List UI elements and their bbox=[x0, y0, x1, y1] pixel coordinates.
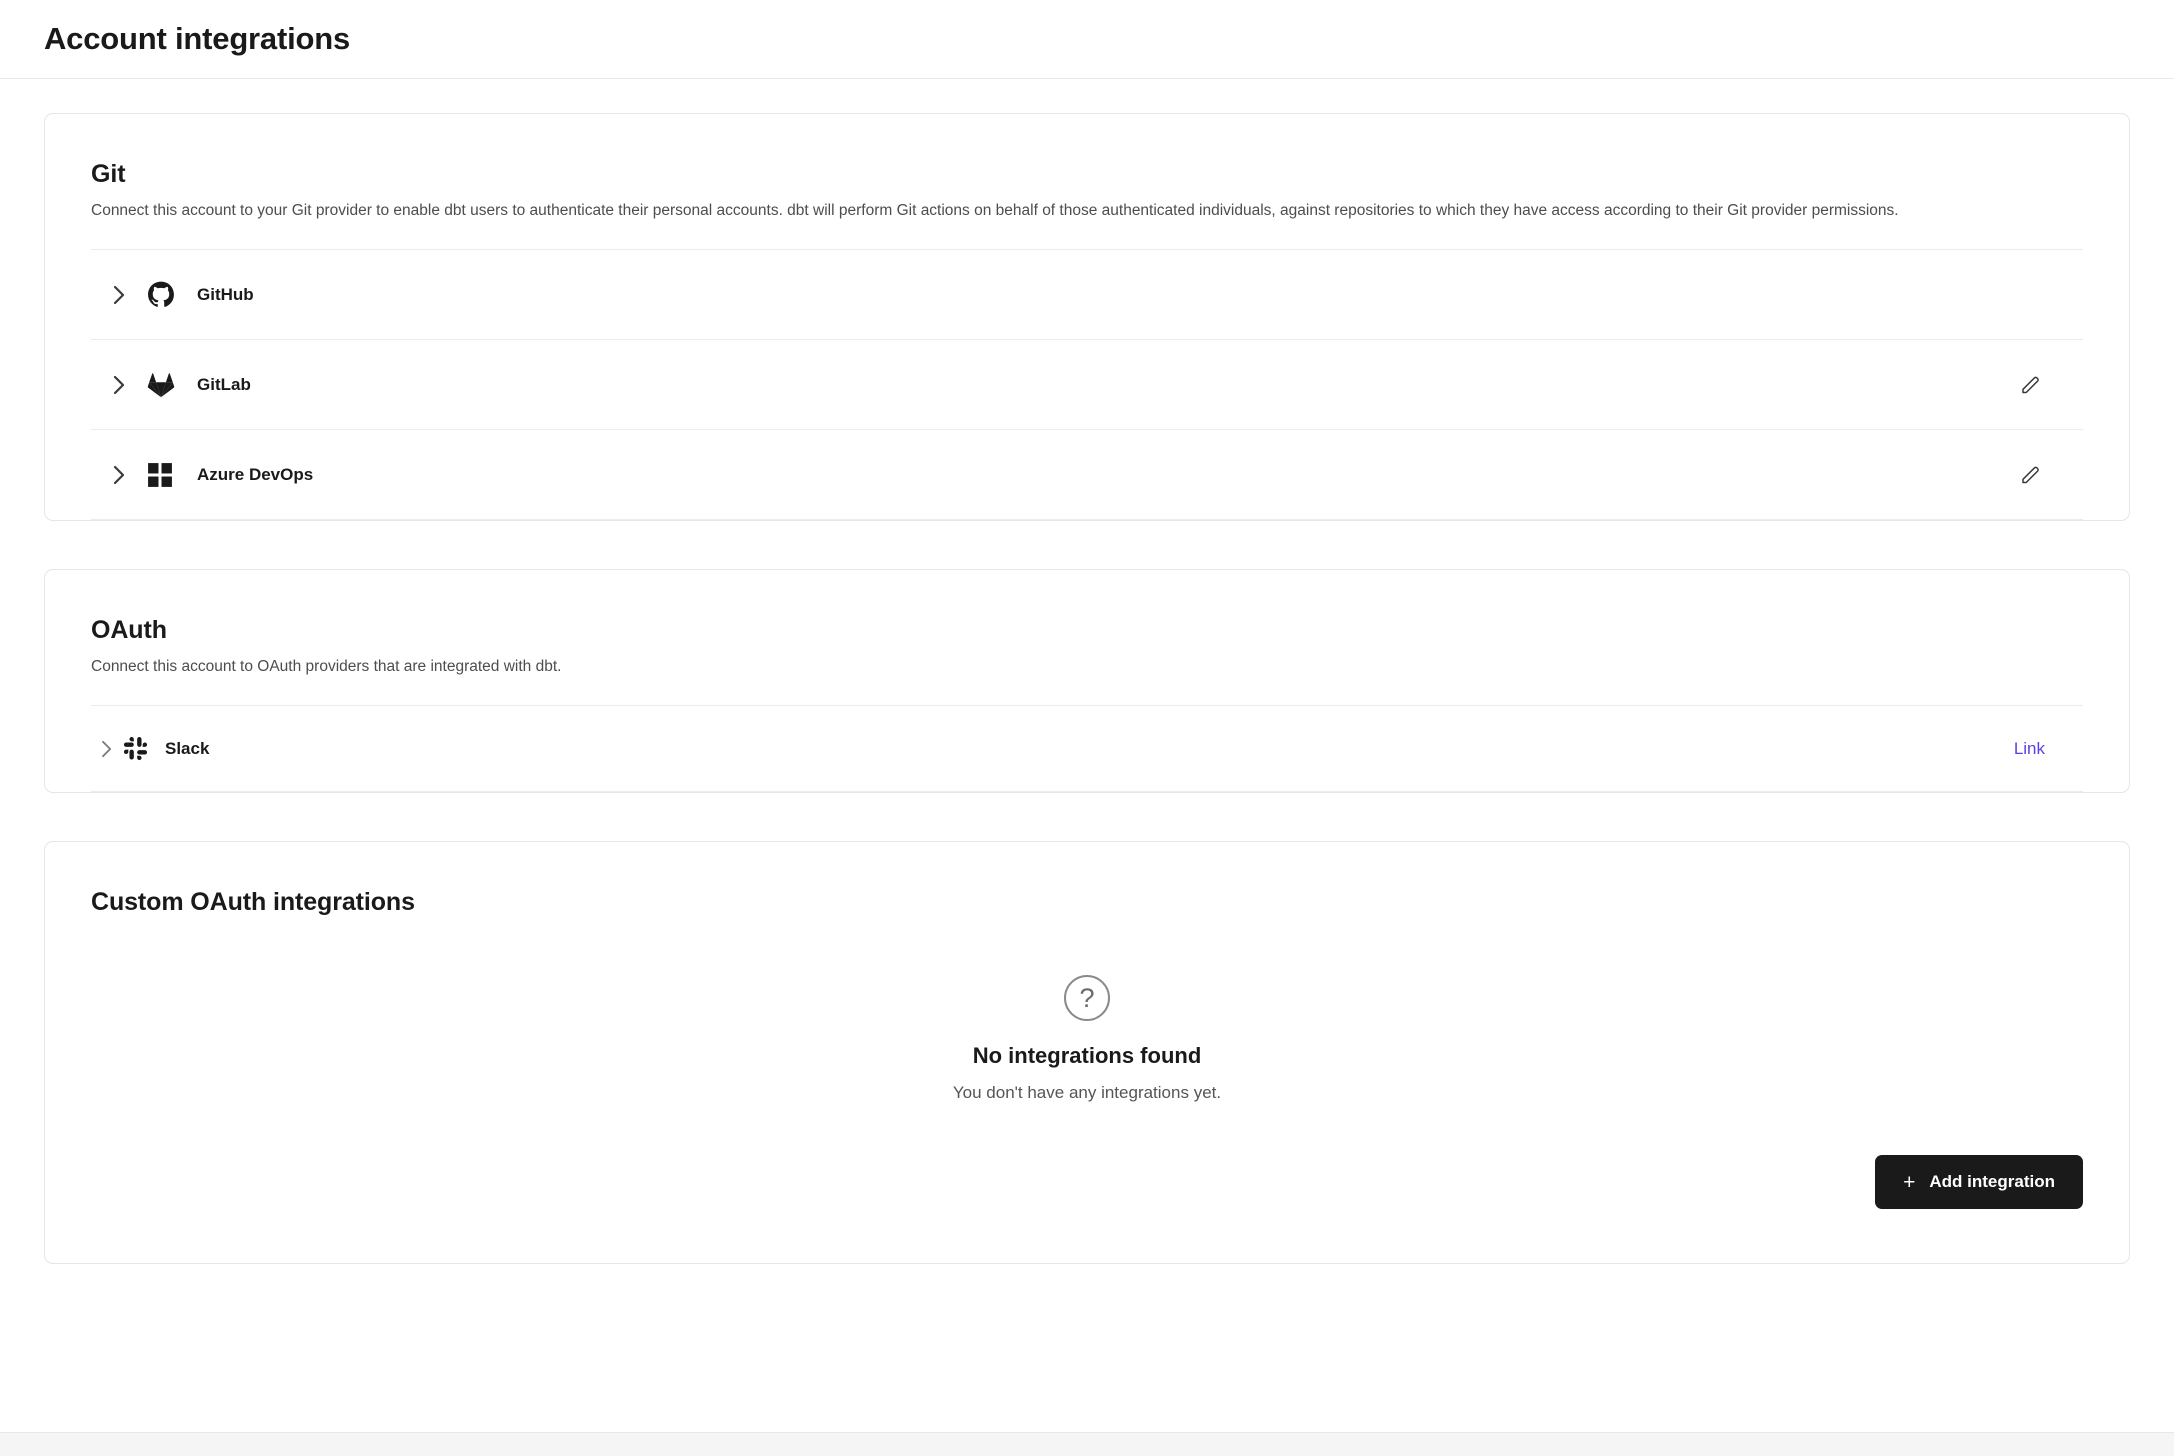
integration-name: Slack bbox=[165, 738, 210, 758]
azure-devops-icon bbox=[147, 462, 193, 488]
custom-oauth-footer bbox=[91, 1113, 2083, 1217]
empty-state-subtitle: You don't have any integrations yet. bbox=[952, 1083, 1222, 1103]
oauth-section-description: Connect this account to OAuth providers that are integrated with dbt. bbox=[91, 658, 562, 676]
integration-row-gitlab[interactable] bbox=[91, 340, 2083, 430]
integration-row-slack[interactable] bbox=[91, 706, 2083, 792]
chevron-right-icon[interactable] bbox=[91, 465, 147, 485]
git-section-description: Connect this account to your Git provider to enable dbt users to authenticate their personal accounts. dbt will perform Git actions on behalf of those authenticated individuals, against repositories to which they have access according to their Git provider permissions. bbox=[91, 202, 1899, 219]
integration-name: GitHub bbox=[197, 284, 254, 304]
github-icon bbox=[147, 281, 193, 309]
slack-link-button[interactable]: Link bbox=[2013, 738, 2045, 758]
gitlab-icon bbox=[147, 371, 193, 399]
slack-icon bbox=[123, 736, 161, 761]
edit-pencil-icon[interactable] bbox=[2009, 453, 2053, 497]
custom-oauth-section-title: Custom OAuth integrations bbox=[91, 888, 415, 917]
plus-icon: + bbox=[1903, 1170, 1916, 1194]
empty-state-title: No integrations found bbox=[972, 1043, 1202, 1069]
oauth-section-title: OAuth bbox=[91, 616, 167, 645]
page-header bbox=[0, 0, 2174, 79]
integration-name: GitLab bbox=[197, 374, 251, 394]
edit-pencil-icon[interactable] bbox=[2009, 363, 2053, 407]
empty-state bbox=[91, 927, 2083, 1113]
custom-oauth-card bbox=[44, 841, 2130, 1264]
question-mark-circle-icon: ? bbox=[1064, 975, 1110, 1021]
oauth-provider-list bbox=[91, 705, 2083, 792]
chevron-right-icon[interactable] bbox=[91, 740, 123, 758]
chevron-right-icon[interactable] bbox=[91, 375, 147, 395]
git-provider-list bbox=[91, 249, 2083, 520]
oauth-card bbox=[44, 569, 2130, 793]
git-section-title: Git bbox=[91, 160, 126, 188]
page-content bbox=[0, 79, 2174, 1264]
integration-name: Azure DevOps bbox=[197, 464, 314, 484]
add-integration-label: Add integration bbox=[1929, 1172, 2055, 1192]
chevron-right-icon[interactable] bbox=[91, 285, 147, 305]
bottom-strip bbox=[0, 1432, 2174, 1456]
add-integration-button[interactable] bbox=[1875, 1155, 2083, 1209]
integration-row-github[interactable] bbox=[91, 250, 2083, 340]
integration-row-azure-devops[interactable] bbox=[91, 430, 2083, 520]
git-card bbox=[44, 113, 2130, 521]
page-title: Account integrations bbox=[44, 21, 351, 56]
